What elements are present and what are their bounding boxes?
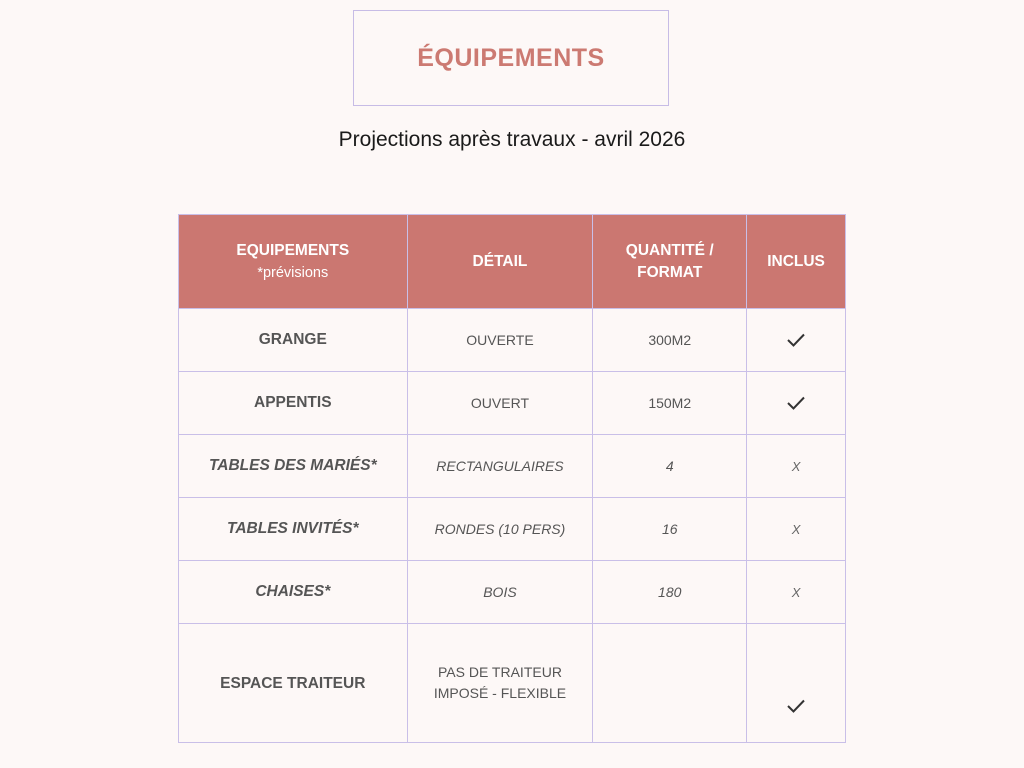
row-quantite: 180 [593, 561, 747, 624]
header-quantite [593, 215, 747, 309]
check-icon [786, 332, 806, 348]
equipment-table [178, 214, 846, 743]
table-header-row [179, 215, 846, 309]
check-icon [786, 395, 806, 411]
header-equipements [179, 215, 408, 309]
row-detail-line2: IMPOSÉ - FLEXIBLE [433, 685, 567, 701]
header-equipements-label: EQUIPEMENTS [236, 241, 350, 259]
row-inclus: X [747, 435, 846, 498]
row-inclus: X [747, 498, 846, 561]
row-quantite [593, 624, 747, 743]
table-row [179, 309, 846, 372]
row-detail: RECTANGULAIRES [407, 435, 593, 498]
row-quantite: 16 [593, 498, 747, 561]
header-detail: DÉTAIL [407, 215, 593, 309]
row-detail: BOIS [407, 561, 593, 624]
row-inclus [747, 309, 846, 372]
page-title: ÉQUIPEMENTS [417, 43, 605, 72]
table-row [179, 498, 846, 561]
row-detail: OUVERTE [407, 309, 593, 372]
row-quantite: 300M2 [593, 309, 747, 372]
row-inclus: X [747, 561, 846, 624]
row-equipement: ESPACE TRAITEUR [179, 624, 408, 743]
table-row [179, 372, 846, 435]
row-inclus [747, 372, 846, 435]
table-row [179, 435, 846, 498]
header-inclus: INCLUS [747, 215, 846, 309]
row-equipement: CHAISES* [179, 561, 408, 624]
table-row [179, 624, 846, 743]
row-detail-line1: PAS DE TRAITEUR [437, 664, 562, 680]
row-detail: RONDES (10 PERS) [407, 498, 593, 561]
check-icon [786, 698, 806, 714]
table-row [179, 561, 846, 624]
row-quantite: 150M2 [593, 372, 747, 435]
row-quantite: 4 [593, 435, 747, 498]
row-equipement: TABLES INVITÉS* [179, 498, 408, 561]
header-equipements-note: *prévisions [257, 264, 329, 281]
row-equipement: APPENTIS [179, 372, 408, 435]
header-quantite-line2: FORMAT [637, 263, 703, 281]
row-detail [407, 624, 593, 743]
page-subtitle: Projections après travaux - avril 2026 [338, 128, 686, 151]
title-box [353, 10, 669, 106]
row-equipement: TABLES DES MARIÉS* [179, 435, 408, 498]
row-inclus [747, 624, 846, 743]
row-equipement: GRANGE [179, 309, 408, 372]
header-quantite-line1: QUANTITÉ / [625, 241, 714, 259]
row-detail: OUVERT [407, 372, 593, 435]
